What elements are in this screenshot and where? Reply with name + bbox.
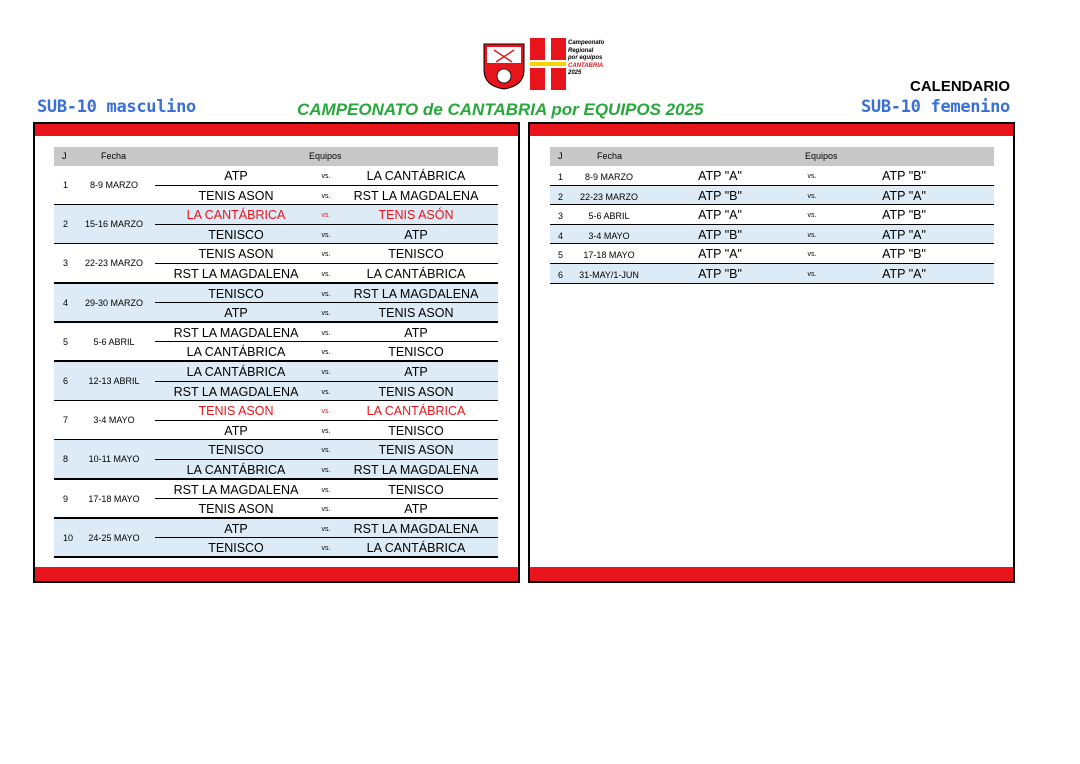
match-row: TENISCO vs. RST LA MAGDALENA	[155, 284, 498, 304]
femenino-schedule-table	[550, 147, 994, 284]
match-row-highlighted: LA CANTÁBRICA vs. TENIS ASÓN	[155, 205, 498, 225]
table-row: 10 24-25 MAYO ATP vs. RST LA MAGDALENA TENISCO vs. LA CANTÁBRICA	[54, 519, 498, 558]
tennis-shield-icon	[482, 42, 526, 90]
match-row: ATP vs. LA CANTÁBRICA	[155, 166, 498, 186]
match-row: TENIS ASON vs. TENISCO	[155, 244, 498, 264]
panel-bottom-bar	[35, 567, 518, 581]
femenino-heading: SUB-10 femenino	[860, 97, 1010, 117]
table-row: 9 17-18 MAYO RST LA MAGDALENA vs. TENISCO TENIS ASON vs. ATP	[54, 480, 498, 519]
match-row: ATP vs. TENIS ASON	[224, 306, 454, 321]
table-row: 5 5-6 ABRIL RST LA MAGDALENA vs. ATP LA CANTÁBRICA vs. TENISCO	[54, 323, 498, 362]
match-row: LA CANTÁBRICA vs. TENISCO	[186, 345, 444, 360]
match-row: ATP vs. RST LA MAGDALENA	[155, 519, 498, 539]
panel-bottom-bar	[530, 567, 1013, 581]
logo-text: Campeonato Regional por equipos CANTABRIA 2025	[568, 40, 605, 76]
column-header-j: J	[62, 151, 67, 161]
panel-top-bar	[530, 124, 1013, 136]
match-row: TENISCO vs. ATP	[208, 227, 428, 242]
table-row: 2 15-16 MARZO LA CANTÁBRICA vs. TENIS ASÓN TENISCO vs. ATP	[54, 205, 498, 244]
match-row: LA CANTÁBRICA vs. RST LA MAGDALENA	[186, 462, 479, 477]
table-row: 1 8-9 MARZO ATP "A" vs. ATP "B"	[550, 166, 994, 186]
table-row: 4 29-30 MARZO TENISCO vs. RST LA MAGDALENA ATP vs. TENIS ASON	[54, 284, 498, 323]
match-row: TENIS ASON vs. ATP	[198, 502, 428, 517]
match-row: TENIS ASON vs. RST LA MAGDALENA	[198, 188, 479, 203]
match-row: RST LA MAGDALENA vs. LA CANTÁBRICA	[173, 266, 466, 281]
federation-logo	[482, 38, 622, 92]
table-row: 3 5-6 ABRIL ATP "A" vs. ATP "B"	[550, 205, 994, 225]
match-row-highlighted: TENIS ASON vs. LA CANTÁBRICA	[155, 401, 498, 421]
cantabria-flag-icon	[530, 38, 566, 90]
match-row: LA CANTÁBRICA vs. ATP	[155, 362, 498, 382]
table-header	[550, 147, 994, 166]
table-row: 2 22-23 MARZO ATP "B" vs. ATP "A"	[550, 186, 994, 206]
column-header-equipos: Equipos	[309, 151, 342, 161]
match-row: RST LA MAGDALENA vs. ATP	[155, 323, 498, 343]
table-row: 6 12-13 ABRIL LA CANTÁBRICA vs. ATP RST LA MAGDALENA vs. TENIS ASON	[54, 362, 498, 401]
table-row: 3 22-23 MARZO TENIS ASON vs. TENISCO RST LA MAGDALENA vs. LA CANTÁBRICA	[54, 244, 498, 283]
table-row: 6 31-MAY/1-JUN ATP "B" vs. ATP "A"	[550, 264, 994, 284]
page-title: CAMPEONATO de CANTABRIA por EQUIPOS 2025	[297, 100, 704, 119]
column-header-j: J	[558, 151, 563, 161]
match-row: TENISCO vs. TENIS ASON	[155, 440, 498, 460]
match-row: TENISCO vs. LA CANTÁBRICA	[208, 541, 466, 556]
table-row: 5 17-18 MAYO ATP "A" vs. ATP "B"	[550, 244, 994, 264]
column-header-equipos: Equipos	[805, 151, 838, 161]
masculino-schedule-table	[54, 147, 498, 558]
table-header	[54, 147, 498, 166]
table-row: 7 3-4 MAYO TENIS ASON vs. LA CANTÁBRICA ATP vs. TENISCO	[54, 401, 498, 440]
column-header-fecha: Fecha	[101, 151, 127, 161]
match-row: RST LA MAGDALENA vs. TENISCO	[155, 480, 498, 500]
match-row: ATP vs. TENISCO	[224, 423, 444, 438]
column-header-fecha: Fecha	[597, 151, 623, 161]
calendario-heading: CALENDARIO	[910, 78, 1010, 95]
table-row: 4 3-4 MAYO ATP "B" vs. ATP "A"	[550, 225, 994, 245]
panel-top-bar	[35, 124, 518, 136]
table-row: 8 10-11 MAYO TENISCO vs. TENIS ASON LA CANTÁBRICA vs. RST LA MAGDALENA	[54, 440, 498, 479]
masculino-heading: SUB-10 masculino	[37, 97, 196, 117]
match-row: RST LA MAGDALENA vs. TENIS ASON	[173, 384, 454, 399]
table-row: 1 8-9 MARZO ATP vs. LA CANTÁBRICA TENIS ASON vs. RST LA MAGDALENA	[54, 166, 498, 205]
